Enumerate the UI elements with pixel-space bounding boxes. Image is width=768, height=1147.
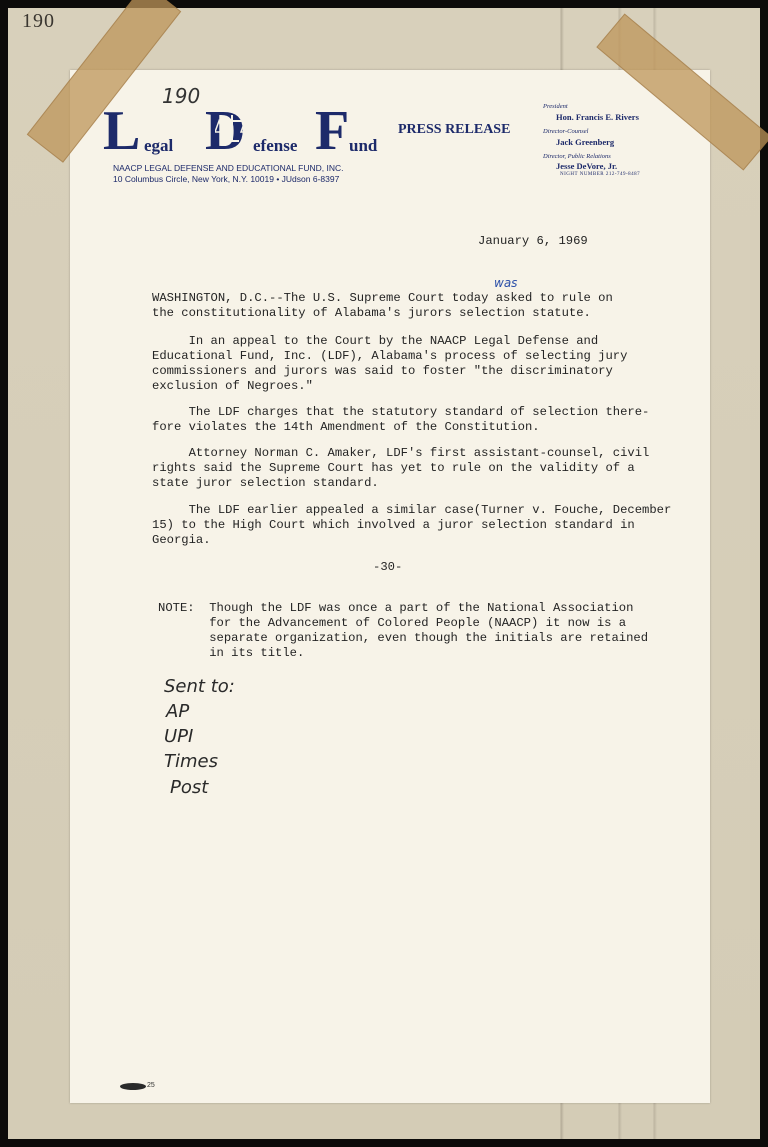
paragraph-1-line-2: the constitutionality of Alabama's jurors selection statute. [152,306,591,320]
organization-name: NAACP LEGAL DEFENSE AND EDUCATIONAL FUND, INC. [113,163,344,173]
logo-word-egal: egal [144,136,174,155]
officer-name-public-relations: Jesse DeVore, Jr. [556,161,618,171]
paragraph-2-line-2: Educational Fund, Inc. (LDF), Alabama's process of selecting jury [152,349,628,363]
logo-letter-f: F [315,100,350,162]
paragraph-4-line-1: Attorney Norman C. Amaker, LDF's first assistant-counsel, civil [152,446,650,460]
paragraph-1-line-1: WASHINGTON, D.C.--The U.S. Supreme Court today asked to rule on [152,291,613,305]
handwritten-recipient-upi: UPI [164,726,194,747]
archive-number: 190 [22,10,55,32]
note-line-1: NOTE: Though the LDF was once a part of the National Association [158,601,634,615]
handwritten-recipient-post: Post [170,777,209,798]
officer-name-director-counsel: Jack Greenberg [556,137,615,147]
logo-letter-d: D [205,100,246,162]
handwritten-recipient-times: Times [164,751,218,772]
handwritten-insertion: was [494,276,518,290]
press-release-title: PRESS RELEASE [398,122,511,137]
officer-role-public-relations: Director, Public Relations [543,153,611,160]
officer-name-president: Hon. Francis E. Rivers [556,112,639,122]
paragraph-2-line-3: commissioners and jurors was said to foster "the discriminatory [152,364,613,378]
paragraph-5-line-1: The LDF earlier appealed a similar case(Turner v. Fouche, December [152,503,672,517]
end-mark: -30- [373,560,403,574]
paragraph-2-line-4: exclusion of Negroes." [152,379,313,393]
note-line-3: separate organization, even though the initials are retained [158,631,649,645]
note-line-4: in its title. [158,646,305,660]
paragraph-4-line-2: rights said the Supreme Court has yet to rule on the validity of a [152,461,635,475]
paragraph-2-line-1: In an appeal to the Court by the NAACP Legal Defense and [152,334,599,348]
release-date: January 6, 1969 [478,234,588,248]
press-release-sheet [70,70,710,1103]
paragraph-3-line-1: The LDF charges that the statutory standard of selection there- [152,405,650,419]
note-line-2: for the Advancement of Colored People (NAACP) it now is a [158,616,627,630]
officer-role-president: President [543,103,568,110]
night-number: NIGHT NUMBER 212-749-8487 [560,172,641,177]
logo-word-efense: efense [253,136,298,155]
handwritten-sent-to: Sent to: [164,676,235,697]
footer-code: 25 [147,1082,155,1089]
logo-letter-l: L [103,100,141,162]
handwritten-recipient-ap: AP [166,701,190,722]
union-bug-mark [120,1083,146,1090]
paragraph-3-line-2: fore violates the 14th Amendment of the Constitution. [152,420,540,434]
logo-word-und: und [349,136,378,155]
paragraph-5-line-2: 15) to the High Court which involved a juror selection standard in [152,518,635,532]
handwritten-page-number: 190 [162,84,201,108]
organization-address: 10 Columbus Circle, New York, N.Y. 10019 • JUdson 6-8397 [113,174,340,184]
paragraph-4-line-3: state juror selection standard. [152,476,379,490]
paragraph-5-line-3: Georgia. [152,533,211,547]
ldf-logo [103,100,383,162]
officer-role-director-counsel: Director-Counsel [543,128,589,135]
scales-of-justice-icon [215,112,249,146]
